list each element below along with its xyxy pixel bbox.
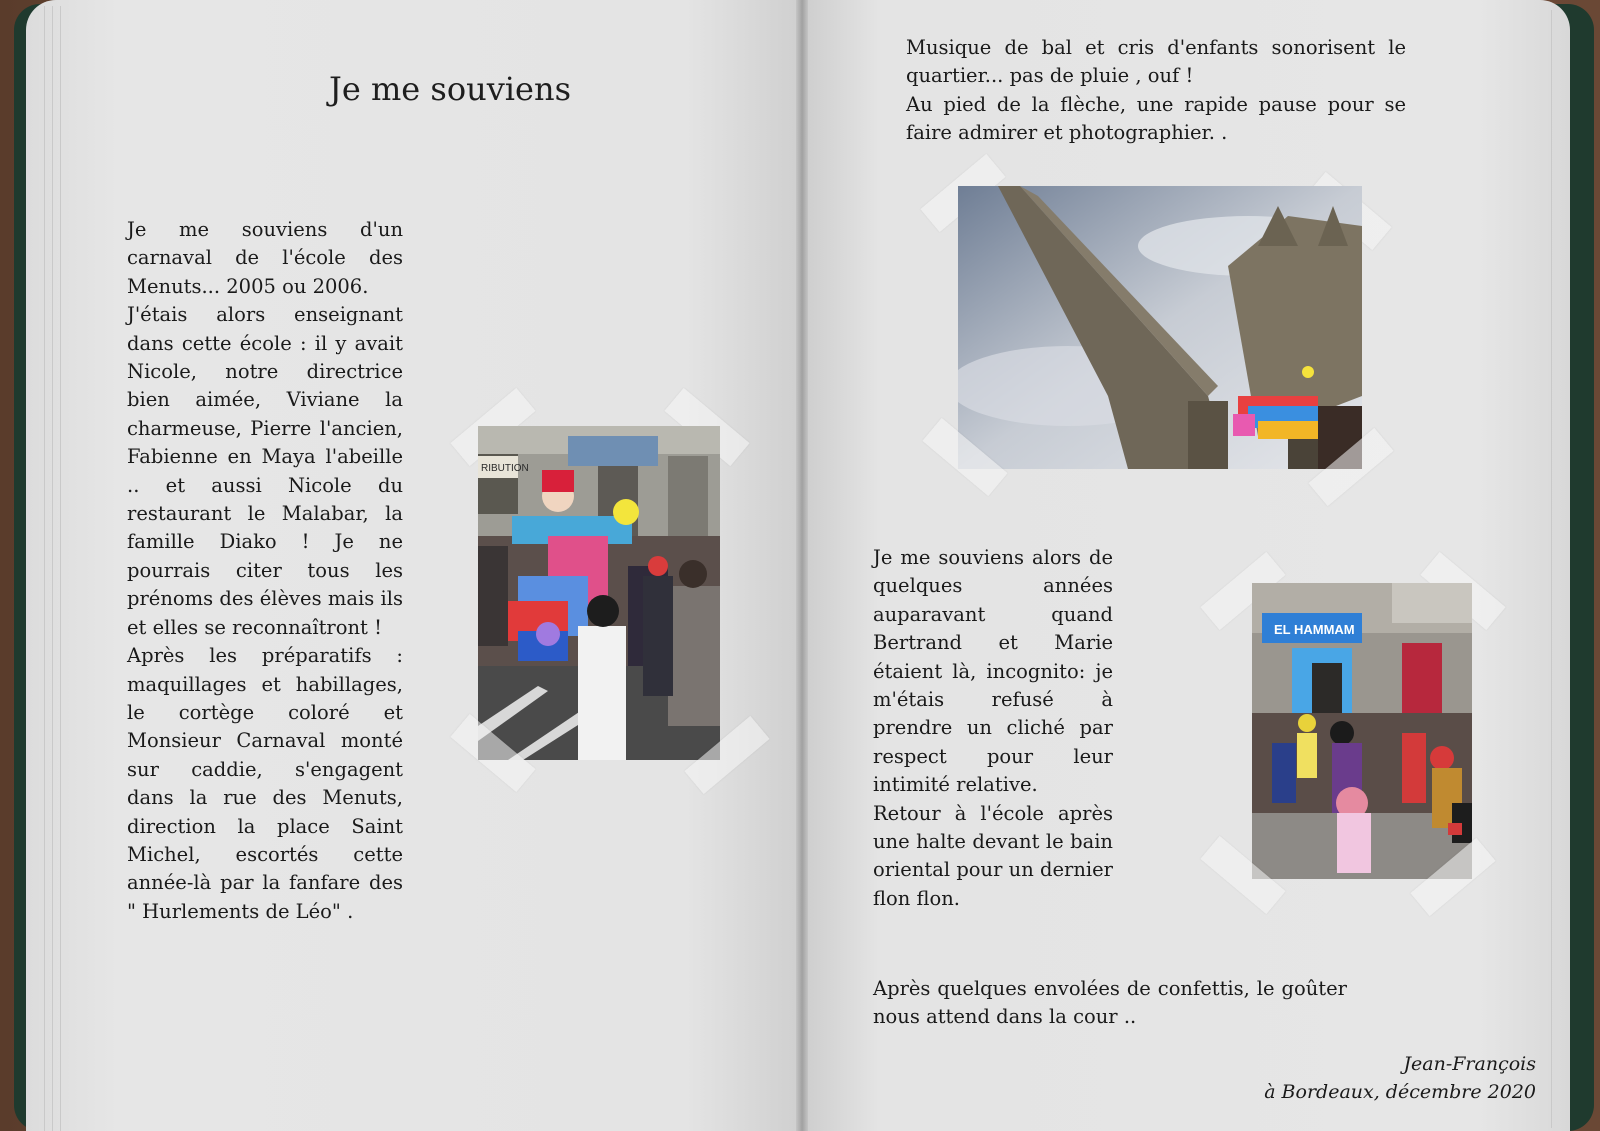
- right-middle-text: [873, 544, 1113, 913]
- signature-name: Jean-François: [1403, 1053, 1536, 1075]
- paragraph: J'étais alors enseignant dans cette école : il y avait Nicole, notre directrice bien aimée, Viviane la charmeuse, Pierre l'ancien, Fabienne en Maya l'abeille .. et aussi Nicole du restaurant le Malabar, la famille Diako ! Je ne pourrais citer tous les prénoms des élèves mais ils et elles se reconnaîtront !: [127, 303, 403, 639]
- book-gutter: [796, 0, 808, 1131]
- closing-text: Après quelques envolées de confettis, le goûter nous attend dans la cour ..: [873, 977, 1347, 1029]
- page-title: Je me souviens: [329, 70, 571, 108]
- paragraph: Je me souviens alors de quelques années auparavant quand Bertrand et Marie étaient là, incognito: je m'étais refusé à prendre un cliché par respect pour leur intimité relative.: [873, 546, 1113, 797]
- paragraph: Au pied de la flèche, une rapide pause pour se faire admirer et photographier. .: [906, 92, 1406, 145]
- paragraph: Après les préparatifs : maquillages et habillages, le cortège coloré et Monsieur Carnaval monté sur caddie, s'engagent dans la rue des Menuts, direction la place Saint Michel, escortés cette année-là par la fanfare des " Hurlements de Léo" .: [127, 644, 403, 923]
- page-edge: [1545, 10, 1552, 1128]
- paragraph: Retour à l'école après une halte devant le bain oriental pour un dernier flon flon.: [873, 801, 1113, 910]
- left-text-column: [127, 216, 403, 926]
- page-edge: [60, 6, 67, 1131]
- hammam-sign-text: EL HAMMAM: [1274, 622, 1355, 637]
- page-edge: [52, 6, 59, 1131]
- church-spire-photo: [958, 186, 1362, 469]
- paragraph: Musique de bal et cris d'enfants sonorisent le quartier... pas de pluie , ouf !: [906, 36, 1406, 88]
- signature: [1264, 1050, 1536, 1106]
- carnival-street-photo: [478, 426, 720, 760]
- signature-place: à Bordeaux, décembre 2020: [1264, 1081, 1536, 1103]
- page-edge: [44, 6, 51, 1131]
- shop-sign-text: RIBUTION: [481, 463, 529, 474]
- hammam-parade-photo: [1252, 583, 1472, 879]
- right-intro-text: [906, 34, 1406, 148]
- paragraph: Je me souviens d'un carnaval de l'école des Menuts... 2005 ou 2006.: [127, 218, 403, 298]
